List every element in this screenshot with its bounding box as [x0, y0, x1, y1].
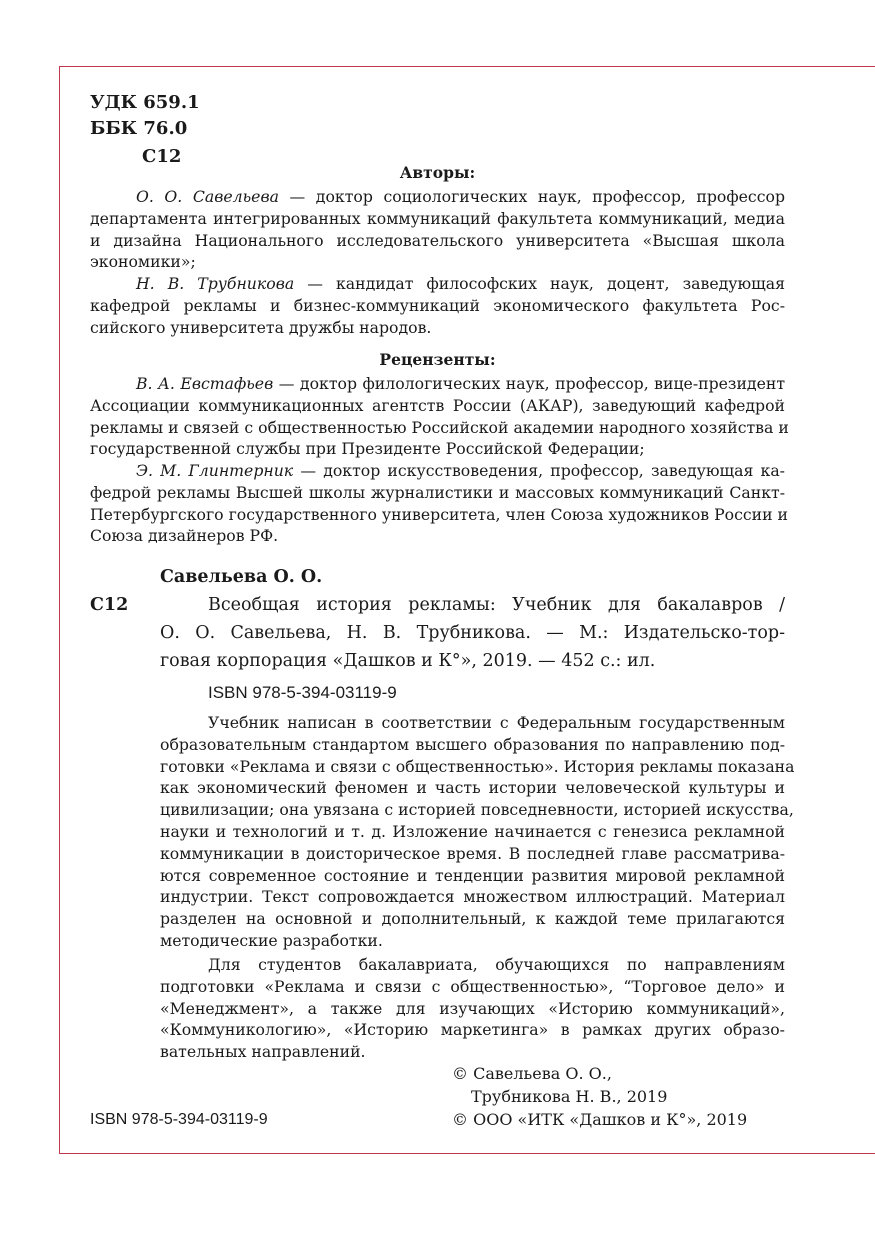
annotation-line: «Коммуникологию», «Историю маркетинга» в рамках других образо-	[160, 1020, 785, 1040]
bib-line: О. О. Савельева, Н. В. Трубникова. — М.: Издательско-тор-	[160, 623, 785, 643]
frame-left-line	[59, 66, 60, 1153]
author-2-line: Н. В. Трубникова — кандидат философских наук, доцент, заведующая	[136, 274, 785, 293]
reviewer-2-name: Э. М. Глинтерник	[136, 461, 294, 480]
author-1-line: О. О. Савельева — доктор социологических наук, профессор, профессор	[136, 187, 785, 206]
frame-bottom-line	[59, 1153, 875, 1154]
reviewer-2-line: Э. М. Глинтерник — доктор искусствоведения, профессор, заведующая ка-	[136, 461, 785, 480]
author-2-name: Н. В. Трубникова	[136, 274, 295, 293]
annotation-line: науки и технологий и т. д. Изложение начинается с генезиса рекламной	[160, 821, 785, 841]
annotation-paragraph-2	[160, 954, 785, 1063]
bib-description	[160, 591, 785, 675]
copyright-line: © ООО «ИТК «Дашков и К°», 2019	[452, 1110, 748, 1129]
reviewer-2-line: федрой рекламы Высшей школы журналистики и массовых коммуникаций Санкт-	[90, 482, 785, 502]
author-1-line: экономики»;	[90, 252, 196, 272]
annotation-line: цивилизации; она увязана с историей повседневности, историей искусства,	[160, 800, 794, 820]
reviewer-2-line: Петербургского государственного университета, член Союза художников России и	[90, 504, 789, 524]
bbk-code: ББК 76.0	[90, 118, 188, 139]
annotation-line: как экономический феномен и часть истории человеческой культуры и	[160, 778, 785, 798]
bib-code: С12	[90, 595, 129, 615]
annotation-line: Для студентов бакалавриата, обучающихся по направлениям	[208, 955, 785, 974]
annotation-line: вательных направлений.	[160, 1042, 366, 1062]
author-mark-code: С12	[142, 146, 182, 167]
bib-author: Савельева О. О.	[160, 567, 323, 587]
bib-isbn: ISBN 978-5-394-03119-9	[208, 683, 397, 702]
author-1-entry	[90, 186, 785, 273]
author-2-line: сийского университета дружбы народов.	[90, 317, 432, 337]
footer-isbn: ISBN 978-5-394-03119-9	[90, 1111, 268, 1128]
bib-line: Всеобщая история рекламы: Учебник для бакалавров /	[208, 595, 785, 615]
copyright-line: © Савельева О. О.,	[452, 1064, 612, 1083]
annotation-line: готовки «Реклама и связи с общественностью». История рекламы показана	[160, 756, 795, 776]
reviewer-1-line: государственной службы при Президенте Российской Федерации;	[90, 439, 645, 459]
annotation-line: ются современное состояние и тенденции развития мировой рекламной	[160, 865, 785, 885]
frame-top-line	[59, 66, 875, 67]
annotation-line: образовательным стандартом высшего образования по направлению под-	[160, 734, 785, 754]
reviewer-1-line: рекламы и связей с общественностью Российской академии народного хозяйства и	[90, 417, 789, 437]
bib-line: говая корпорация «Дашков и К°», 2019. — 452 с.: ил.	[160, 651, 656, 671]
reviewer-1-name: В. А. Евстафьев	[136, 374, 274, 393]
author-2-entry	[90, 273, 785, 338]
authors-heading: Авторы:	[399, 163, 476, 182]
udk-code: УДК 659.1	[90, 92, 200, 113]
annotation-line: методические разработки.	[160, 930, 383, 950]
author-1-name: О. О. Савельева	[136, 187, 279, 206]
annotation-line: «Менеджмент», а также для изучающих «Историю коммуникаций»,	[160, 998, 785, 1018]
annotation-line: разделен на основной и дополнительный, к каждой теме прилагаются	[160, 909, 785, 929]
annotation-line: коммуникации в доисторическое время. В последней главе рассматрива-	[160, 843, 785, 863]
author-1-line: и дизайна Национального исследовательского университета «Высшая школа	[90, 230, 785, 250]
author-1-line: департамента интегрированных коммуникаций факультета коммуникаций, медиа	[90, 208, 785, 228]
reviewer-1-line: Ассоциации коммуникационных агентств России (АКАР), заведующий кафедрой	[90, 395, 785, 415]
copyright-block	[452, 1062, 747, 1131]
reviewer-1-line: В. А. Евстафьев — доктор филологических наук, профессор, вице-президент	[136, 374, 786, 393]
reviewer-2-entry	[90, 460, 789, 547]
reviewer-2-line: Союза дизайнеров РФ.	[90, 526, 279, 546]
annotation-paragraph-1	[160, 712, 795, 952]
author-2-line: кафедрой рекламы и бизнес-коммуникаций экономического факультета Рос-	[90, 295, 785, 315]
reviewer-1-entry	[90, 373, 789, 460]
reviewers-heading: Рецензенты:	[379, 350, 496, 369]
copyright-line: Трубникова Н. В., 2019	[471, 1087, 668, 1106]
annotation-line: Учебник написан в соответствии с Федеральным государственным	[208, 713, 785, 732]
annotation-line: подготовки «Реклама и связи с общественностью», “Торговое дело» и	[160, 976, 785, 996]
annotation-line: индустрии. Текст сопровождается множеством иллюстраций. Материал	[160, 887, 785, 907]
